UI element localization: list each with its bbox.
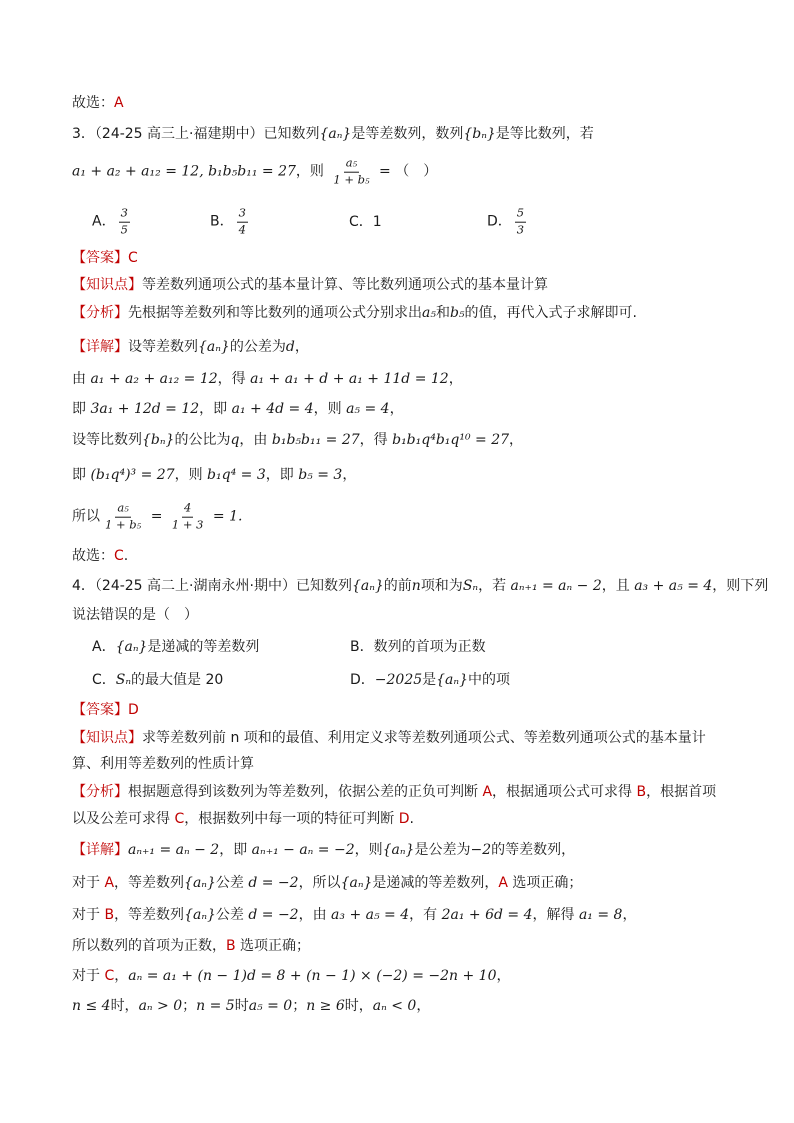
text-run: ， (622, 907, 637, 923)
text-run: ，即 (265, 467, 299, 483)
text-run: 时， (344, 998, 373, 1014)
text-run: ， (496, 968, 511, 984)
math-expression: n = 5 (196, 998, 235, 1014)
q4-detail-line-5 (72, 966, 511, 986)
text-run: ， (114, 968, 129, 984)
fraction-denominator: 4 (238, 222, 246, 237)
fraction-numerator: 3 (237, 207, 248, 223)
q4-detail-line-2 (72, 873, 582, 893)
math-expression: {aₙ} (198, 339, 230, 355)
fraction-numerator: a₅ (344, 157, 359, 173)
text-run: . (123, 548, 129, 564)
math-expression: Sₙ (462, 578, 479, 594)
math-expression: a₅ (422, 305, 436, 321)
text-run: ，等差数列 (114, 907, 185, 923)
text-run: 设等差数列 (128, 339, 198, 355)
text-run: 说法错误的是（ ） (72, 607, 198, 623)
q3-stem (72, 124, 594, 144)
text-run: 选项正确； (235, 938, 311, 954)
math-expression: a₁ = 8 (578, 907, 623, 923)
q4-detail-line-6 (72, 996, 430, 1016)
text-run: 和 (435, 305, 450, 321)
text-run: 项和为 (420, 578, 463, 594)
highlight-text: 【答案】 (72, 250, 128, 266)
fraction (515, 207, 526, 238)
highlight-text: C (114, 548, 124, 564)
math-expression: b₁b₁q⁴b₁q¹⁰ = 27 (392, 432, 510, 448)
math-expression: {aₙ} (436, 672, 468, 688)
text-run: 对于 (72, 968, 105, 984)
text-run: ，得 (217, 371, 251, 387)
math-expression: {aₙ} (184, 875, 216, 891)
text-run: 由 (72, 371, 91, 387)
text-run: ，则 (174, 467, 208, 483)
q4-stem-continued (72, 605, 198, 625)
text-run: 对于 (72, 875, 105, 891)
q4-detail-line-3 (72, 905, 636, 925)
q4-analysis-continued (72, 809, 414, 829)
math-expression: = 1. (208, 509, 243, 525)
math-expression: b₁b₅b₁₁ = 27 (271, 432, 360, 448)
highlight-text: A (114, 95, 124, 111)
text-run: ，且 (601, 578, 635, 594)
q3-detail-result (72, 502, 242, 533)
text-run: D． (350, 672, 375, 688)
text-run: 4．（24-25 高二上·湖南永州·期中）已知数列 (72, 578, 352, 594)
math-expression: {aₙ} (382, 842, 415, 858)
fraction-numerator: 3 (119, 207, 130, 223)
fraction-numerator: a₅ (115, 502, 130, 518)
math-expression: a₁ + a₂ + a₁₂ = 12 (90, 371, 218, 387)
text-run: ，若 (478, 578, 511, 594)
text-run: ， (389, 401, 404, 417)
q4-answer (72, 700, 139, 720)
q4-analysis (72, 782, 716, 802)
math-expression: Sₙ (115, 672, 132, 688)
text-run: 选项正确； (507, 875, 583, 891)
highlight-text: C (104, 968, 115, 984)
text-run: 所以 (72, 509, 100, 525)
text-run: 即 (72, 467, 91, 483)
text-run: 的前 (383, 578, 412, 594)
text-run: ， (342, 467, 357, 483)
text-run: D． (487, 214, 512, 230)
highlight-text: B (226, 938, 236, 954)
math-expression: n ≤ 4 (72, 998, 111, 1014)
text-run: ，由 (298, 907, 332, 923)
highlight-text: A (104, 875, 115, 891)
highlight-text: 【知识点】 (72, 730, 142, 746)
fraction (119, 207, 130, 238)
q3-final-choice (72, 546, 128, 566)
text-run: 先根据等差数列和等比数列的通项公式分别求出 (128, 305, 422, 321)
fraction-numerator: 5 (515, 207, 526, 223)
fraction-numerator: 4 (182, 502, 193, 518)
fraction-denominator: 3 (516, 222, 525, 237)
math-expression: b₁q⁴ = 3 (207, 467, 266, 483)
text-run: 故选： (72, 95, 114, 111)
math-expression: n ≥ 6 (306, 998, 345, 1014)
text-run: ， (509, 432, 524, 448)
q3-analysis (72, 303, 637, 323)
fraction-denominator: 1 + 3 (171, 517, 204, 532)
text-run: 设等比数列 (72, 432, 142, 448)
text-run: A． (92, 639, 116, 655)
text-run: ，得 (359, 432, 393, 448)
math-expression: aₙ < 0 (372, 998, 417, 1014)
highlight-text: 【详解】 (72, 842, 128, 858)
text-run: ，根据数列中每一项的特征可判断 (184, 811, 399, 827)
q4-detail-line-1 (72, 840, 575, 860)
q3-knowledge-points (72, 275, 548, 295)
highlight-text: B (104, 907, 115, 923)
highlight-text: 【分析】 (72, 305, 128, 321)
text-run: 的等差数列， (491, 842, 576, 858)
math-expression: a₃ + a₅ = 4 (331, 907, 410, 923)
math-expression: = (146, 509, 167, 525)
q4-detail-line-4 (72, 936, 310, 956)
text-run: 时 (234, 998, 249, 1014)
text-run: 的公差为 (229, 339, 286, 355)
text-run: ， (448, 371, 463, 387)
q3-answer (72, 248, 138, 268)
math-expression: n (411, 578, 421, 594)
text-run: 时， (110, 998, 139, 1014)
q4-knowledge-points-continued (72, 754, 254, 774)
q4-option-a (92, 637, 259, 657)
text-run: ，解得 (532, 907, 579, 923)
text-run: 求等差数列前 n 项和的最值、利用定义求等差数列通项公式、等差数列通项公式的基本量计 (142, 730, 706, 746)
q4-option-c (92, 670, 223, 690)
text-run: ， (416, 998, 431, 1014)
text-run: 公差 (215, 907, 249, 923)
text-run: （ ） (395, 164, 438, 180)
text-run: 根据题意得到该数列为等差数列，依据公差的正负可判断 (128, 784, 483, 800)
text-run: B． (210, 214, 234, 230)
q4-option-d (350, 670, 510, 690)
text-run: 即 (72, 401, 91, 417)
text-run: ，等差数列 (114, 875, 185, 891)
text-run: ，由 (239, 432, 272, 448)
math-expression: {aₙ} (340, 875, 373, 891)
math-expression: a₅ = 4 (346, 401, 390, 417)
math-expression: (b₁q⁴)³ = 27 (90, 467, 175, 483)
prev-final-choice (72, 93, 124, 113)
math-expression: {aₙ} (351, 578, 384, 594)
text-run: 中的项 (467, 672, 510, 688)
q3-option-a (92, 207, 133, 238)
math-expression: b₅ = 3 (298, 467, 343, 483)
text-run: ， (294, 339, 309, 355)
math-expression: aₙ = a₁ + (n − 1)d = 8 + (n − 1) × (−2) = −2n + 10 (128, 968, 497, 984)
text-run: 的公比为 (174, 432, 231, 448)
text-run: A． (92, 214, 116, 230)
text-run: ，则 (354, 842, 383, 858)
math-expression: b₅ (449, 305, 465, 321)
text-run: . (409, 811, 414, 827)
math-expression: {aₙ} (115, 639, 148, 655)
text-run: 是 (422, 672, 437, 688)
text-run: ，则 (313, 401, 347, 417)
text-run: 对于 (72, 907, 105, 923)
math-expression: a₁ + a₂ + a₁₂ = 12, b₁b₅b₁₁ = 27 (72, 164, 296, 180)
math-expression: 2a₁ + 6d = 4 (441, 907, 533, 923)
math-expression: d (285, 339, 295, 355)
math-expression: −2025 (374, 672, 423, 688)
highlight-text: A (482, 784, 493, 800)
text-run: 等差数列通项公式的基本量计算、等比数列通项公式的基本量计算 (142, 277, 548, 293)
highlight-text: 【分析】 (72, 784, 128, 800)
text-run: 算、利用等差数列的性质计算 (72, 756, 254, 772)
math-expression: aₙ₊₁ = aₙ − 2 (510, 578, 602, 594)
text-run: 是等比数列，若 (495, 126, 594, 142)
highlight-text: D (128, 702, 139, 718)
math-expression: aₙ₊₁ − aₙ = −2 (251, 842, 355, 858)
highlight-text: 【详解】 (72, 339, 128, 355)
math-expression: d = −2 (248, 907, 299, 923)
text-run: ，则 (295, 164, 329, 180)
fraction (331, 157, 371, 188)
fraction-denominator: 1 + b₅ (105, 517, 142, 532)
highlight-text: C (174, 811, 185, 827)
highlight-text: D (398, 811, 410, 827)
q3-option-b (210, 207, 251, 238)
q3-option-d (487, 207, 529, 238)
q3-option-c (349, 212, 382, 232)
math-expression: = (374, 164, 396, 180)
text-run: 以及公差可求得 (72, 811, 175, 827)
text-run: 是递减的等差数列， (372, 875, 499, 891)
text-run: ，即 (199, 401, 232, 417)
text-run: 的最大值是 20 (131, 672, 224, 688)
math-expression: a₅ = 0 (248, 998, 293, 1014)
fraction-denominator: 5 (120, 222, 128, 237)
fraction (237, 207, 248, 238)
text-run: ； (182, 998, 197, 1014)
math-expression: a₁ + a₁ + d + a₁ + 11d = 12 (250, 371, 449, 387)
text-run: 的值，再代入式子求解即可. (464, 305, 637, 321)
q4-stem (72, 576, 768, 596)
math-expression: aₙ₊₁ = aₙ − 2 (128, 842, 220, 858)
math-expression: −2 (470, 842, 492, 858)
text-run: ，根据通项公式可求得 (492, 784, 637, 800)
text-run: 是等差数列，数列 (351, 126, 464, 142)
text-run: ，则下列 (712, 578, 769, 594)
math-expression: d = −2 (248, 875, 299, 891)
q3-detail-line-1 (72, 337, 309, 357)
math-expression: a₁ + 4d = 4 (231, 401, 314, 417)
q3-detail-line-3 (72, 399, 404, 419)
text-run: 是递减的等差数列 (147, 639, 260, 655)
text-run: C． (92, 672, 116, 688)
fraction (170, 502, 206, 533)
highlight-text: A (498, 875, 508, 891)
q4-knowledge-points (72, 728, 706, 748)
math-expression: aₙ > 0 (138, 998, 183, 1014)
text-run: ，即 (219, 842, 252, 858)
text-run: 是公差为 (414, 842, 471, 858)
math-expression: q (230, 432, 240, 448)
highlight-text: 【知识点】 (72, 277, 142, 293)
highlight-text: 【答案】 (72, 702, 128, 718)
highlight-text: B (636, 784, 647, 800)
text-run: 公差 (215, 875, 249, 891)
text-run: ，根据首项 (646, 784, 717, 800)
text-run: 3．（24-25 高三上·福建期中）已知数列 (72, 126, 320, 142)
q3-detail-line-2 (72, 369, 463, 389)
text-run: ，所以 (298, 875, 341, 891)
text-run: B．数列的首项为正数 (350, 639, 486, 655)
math-expression: {aₙ} (319, 126, 352, 142)
text-run: 故选： (72, 548, 114, 564)
math-expression: {aₙ} (184, 907, 216, 923)
math-expression: 3a₁ + 12d = 12 (90, 401, 200, 417)
q4-option-b (350, 637, 486, 657)
math-expression: a₃ + a₅ = 4 (634, 578, 713, 594)
text-run: ； (292, 998, 307, 1014)
q3-detail-line-5 (72, 465, 356, 485)
fraction (103, 502, 143, 533)
q3-detail-line-4 (72, 430, 523, 450)
math-expression: {bₙ} (463, 126, 496, 142)
highlight-text: C (128, 250, 138, 266)
text-run: 所以数列的首项为正数， (72, 938, 226, 954)
q3-condition (72, 157, 437, 188)
text-run: ，有 (409, 907, 442, 923)
fraction-denominator: 1 + b₅ (333, 172, 370, 187)
math-expression: {bₙ} (142, 432, 175, 448)
text-run: C．1 (349, 214, 382, 230)
